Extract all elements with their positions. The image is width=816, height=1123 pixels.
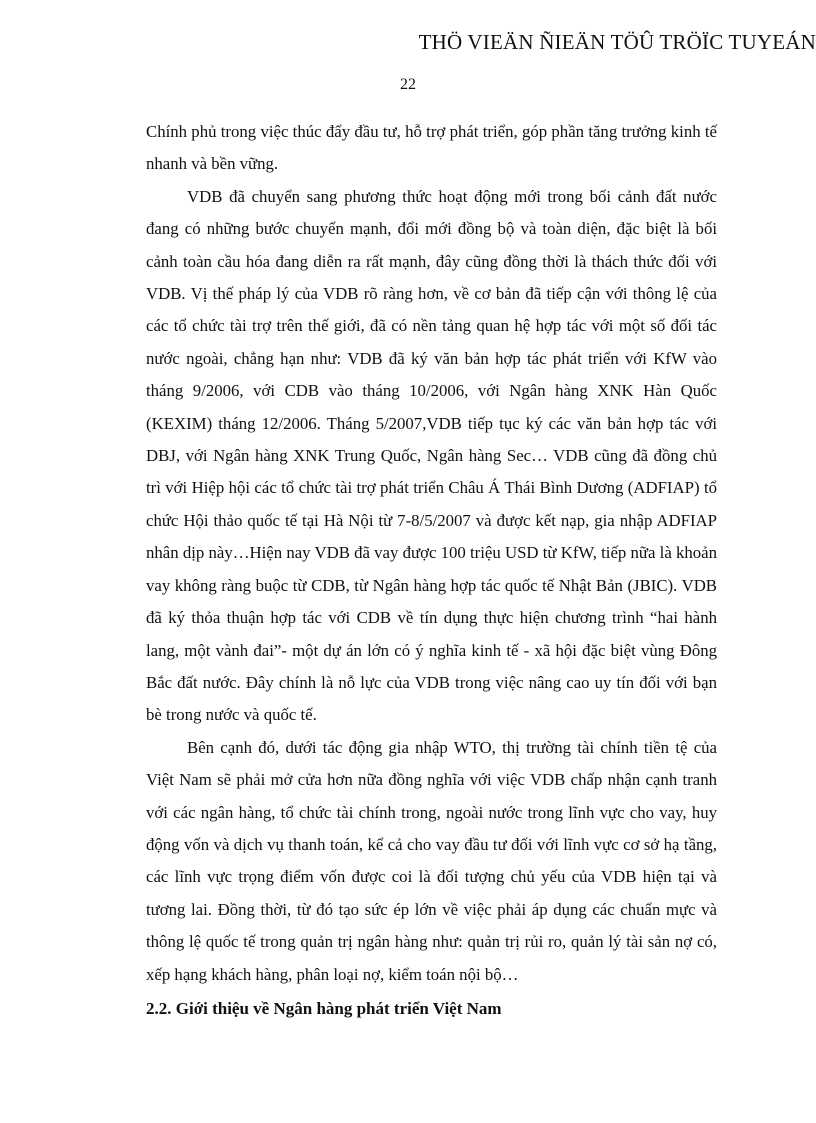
library-header-banner: THÖ VIEÄN ÑIEÄN TÖÛ TRÖÏC TUYEÁN — [418, 30, 816, 54]
paragraph-wto-impact: Bên cạnh đó, dưới tác động gia nhập WTO, thị trường tài chính tiền tệ của Việt Nam sẽ phải mở cửa hơn nữa đồng nghĩa với việc VDB chấp nhận cạnh tranh với các ngân hàng, tổ chức tài chính trong, ngoài nước trong lĩnh vực cho vay, huy động vốn và dịch vụ thanh toán, kể cả cho vay đầu tư đối với lĩnh vực cơ sở hạ tầng, các lĩnh vực trọng điểm vốn được coi là đối tượng chủ yếu của VDB hiện tại và tương lai. Đồng thời, từ đó tạo sức ép lớn về việc phải áp dụng các chuẩn mực và thông lệ quốc tế trong quản trị ngân hàng như: quản trị rủi ro, quản lý tài sản nợ có, xếp hạng khách hàng, phân loại nợ, kiểm toán nội bộ… — [146, 737, 717, 984]
paragraph-vdb-cooperation: VDB đã chuyển sang phương thức hoạt động mới trong bối cảnh đất nước đang có những bước chuyển mạnh, đổi mới đồng bộ và toàn diện, đặc biệt là bối cảnh toàn cầu hóa đang diễn ra rất mạnh, đây cũng đồng thời là thách thức đối với VDB. Vị thế pháp lý của VDB rõ ràng hơn, về cơ bản đã tiếp cận với thông lệ của các tổ chức tài trợ trên thế giới, đã có nền tảng quan hệ hợp tác với một số đối tác nước ngoài, chẳng hạn như: VDB đã ký văn bản hợp tác phát triển với KfW vào tháng 9/2006, với CDB vào tháng 10/2006, với Ngân hàng XNK Hàn Quốc (KEXIM) tháng 12/2006. Tháng 5/2007,VDB tiếp tục ký các văn bản hợp tác với DBJ, với Ngân hàng XNK Trung Quốc, Ngân hàng Sec… VDB cũng đã đồng chủ trì với Hiệp hội các tổ chức tài trợ phát triển Châu Á Thái Bình Dương (ADFIAP) tổ chức Hội thảo quốc tế tại Hà Nội từ 7-8/5/2007 và được kết nạp, gia nhập ADFIAP nhân dịp này…Hiện nay VDB đã vay được 100 triệu USD từ KfW, tiếp nữa là khoản vay không ràng buộc từ CDB, từ Ngân hàng hợp tác quốc tế Nhật Bản (JBIC). VDB đã ký thỏa thuận hợp tác với CDB về tín dụng thực hiện chương trình “hai hành lang, một vành đai”- một dự án lớn có ý nghĩa kinh tế - xã hội đặc biệt vùng Đông Bắc đất nước. Đây chính là nỗ lực của VDB trong việc nâng cao uy tín đối với bạn bè trong nước và quốc tế. — [146, 186, 717, 725]
section-heading: 2.2. Giới thiệu về Ngân hàng phát triển Việt Nam — [146, 998, 502, 1018]
page-number: 22 — [400, 76, 416, 93]
paragraph-continuation: Chính phủ trong việc thúc đẩy đầu tư, hỗ trợ phát triển, góp phần tăng trưởng kinh tế nhanh và bền vững. — [146, 122, 717, 174]
document-body — [146, 116, 717, 1025]
